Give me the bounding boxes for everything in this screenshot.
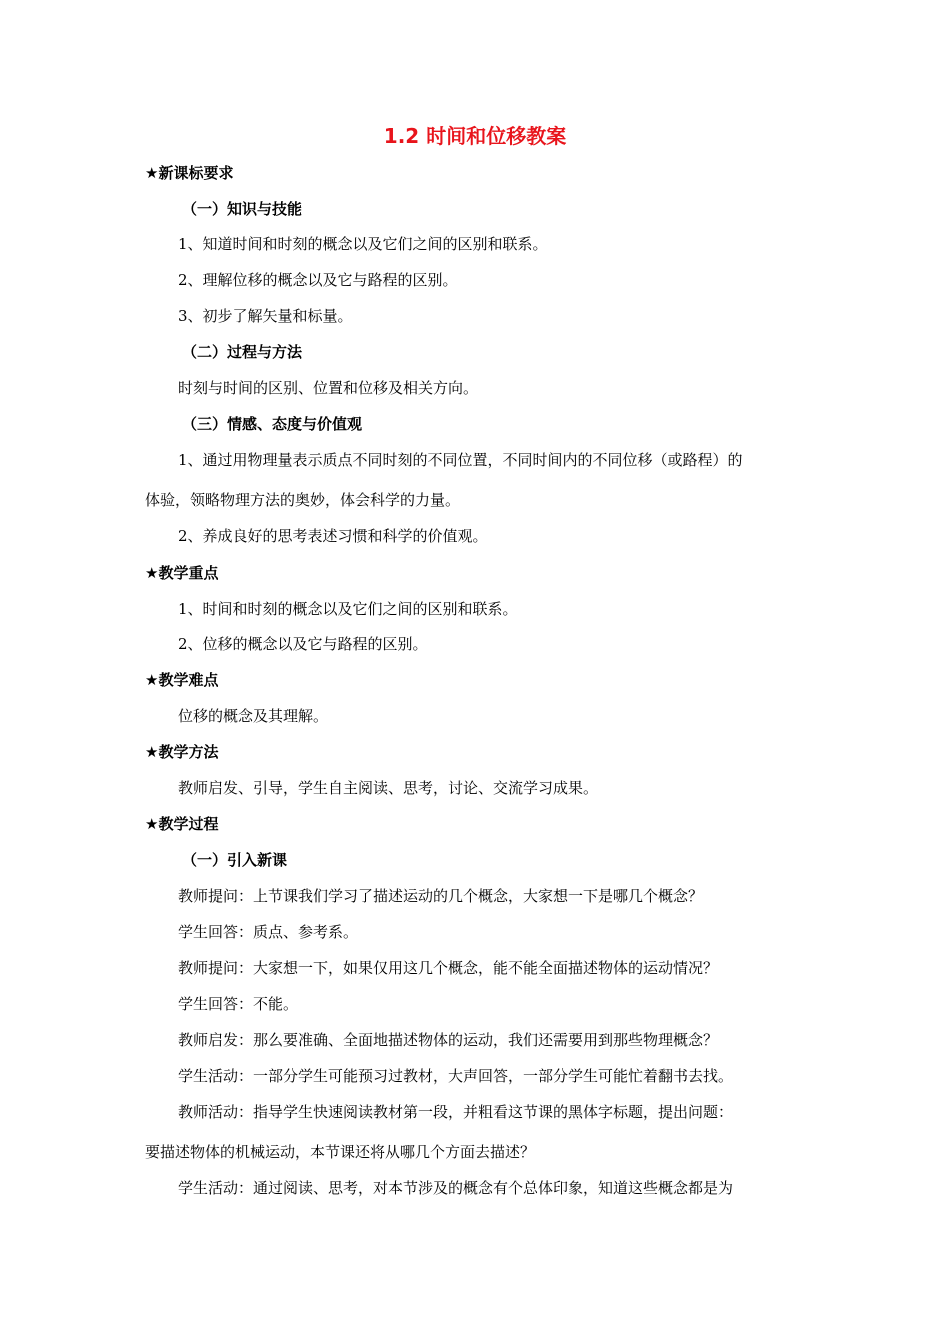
- paragraph-continuation: 要描述物体的机械运动，本节课还将从哪几个方面去描述？: [145, 1143, 536, 1161]
- section-heading: ★教学难点: [145, 671, 219, 689]
- section-heading: ★教学过程: [145, 815, 219, 833]
- paragraph-line: 教师启发：那么要准确、全面地描述物体的运动，我们还需要用到那些物理概念？: [178, 1031, 719, 1049]
- document-title: 1.2 时间和位移教案: [383, 124, 567, 148]
- paragraph-line: 位移的概念及其理解。: [178, 707, 329, 725]
- subsection-heading: （一）知识与技能: [182, 200, 303, 218]
- paragraph-line: 3、初步了解矢量和标量。: [178, 307, 353, 325]
- section-heading: ★教学方法: [145, 743, 219, 761]
- paragraph-line: 教师提问：大家想一下，如果仅用这几个概念，能不能全面描述物体的运动情况？: [178, 959, 719, 977]
- paragraph-line: 2、理解位移的概念以及它与路程的区别。: [178, 271, 458, 289]
- subsection-heading: （二）过程与方法: [182, 343, 303, 361]
- subsection-heading: （三）情感、态度与价值观: [182, 415, 363, 433]
- paragraph-line: 1、通过用物理量表示质点不同时刻的不同位置，不同时间内的不同位移（或路程）的: [178, 451, 743, 469]
- subsection-heading: （一）引入新课: [182, 851, 288, 869]
- paragraph-line: 2、养成良好的思考表述习惯和科学的价值观。: [178, 527, 488, 545]
- paragraph-line: 教师启发、引导，学生自主阅读、思考，讨论、交流学习成果。: [178, 779, 599, 797]
- paragraph-line: 学生活动：通过阅读、思考，对本节涉及的概念有个总体印象，知道这些概念都是为: [178, 1179, 734, 1197]
- section-heading: ★新课标要求: [145, 164, 234, 182]
- paragraph-line: 教师活动：指导学生快速阅读教材第一段，并粗看这节课的黑体字标题，提出问题：: [178, 1103, 734, 1121]
- paragraph-line: 时刻与时间的区别、位置和位移及相关方向。: [178, 379, 479, 397]
- paragraph-line: 学生回答：不能。: [178, 995, 299, 1013]
- paragraph-continuation: 体验，领略物理方法的奥妙，体会科学的力量。: [145, 491, 461, 509]
- paragraph-line: 教师提问：上节课我们学习了描述运动的几个概念，大家想一下是哪几个概念？: [178, 887, 704, 905]
- paragraph-line: 学生回答：质点、参考系。: [178, 923, 359, 941]
- paragraph-line: 1、时间和时刻的概念以及它们之间的区别和联系。: [178, 600, 518, 618]
- paragraph-line: 学生活动：一部分学生可能预习过教材，大声回答，一部分学生可能忙着翻书去找。: [178, 1067, 734, 1085]
- paragraph-line: 1、知道时间和时刻的概念以及它们之间的区别和联系。: [178, 235, 548, 253]
- paragraph-line: 2、位移的概念以及它与路程的区别。: [178, 635, 428, 653]
- section-heading: ★教学重点: [145, 564, 219, 582]
